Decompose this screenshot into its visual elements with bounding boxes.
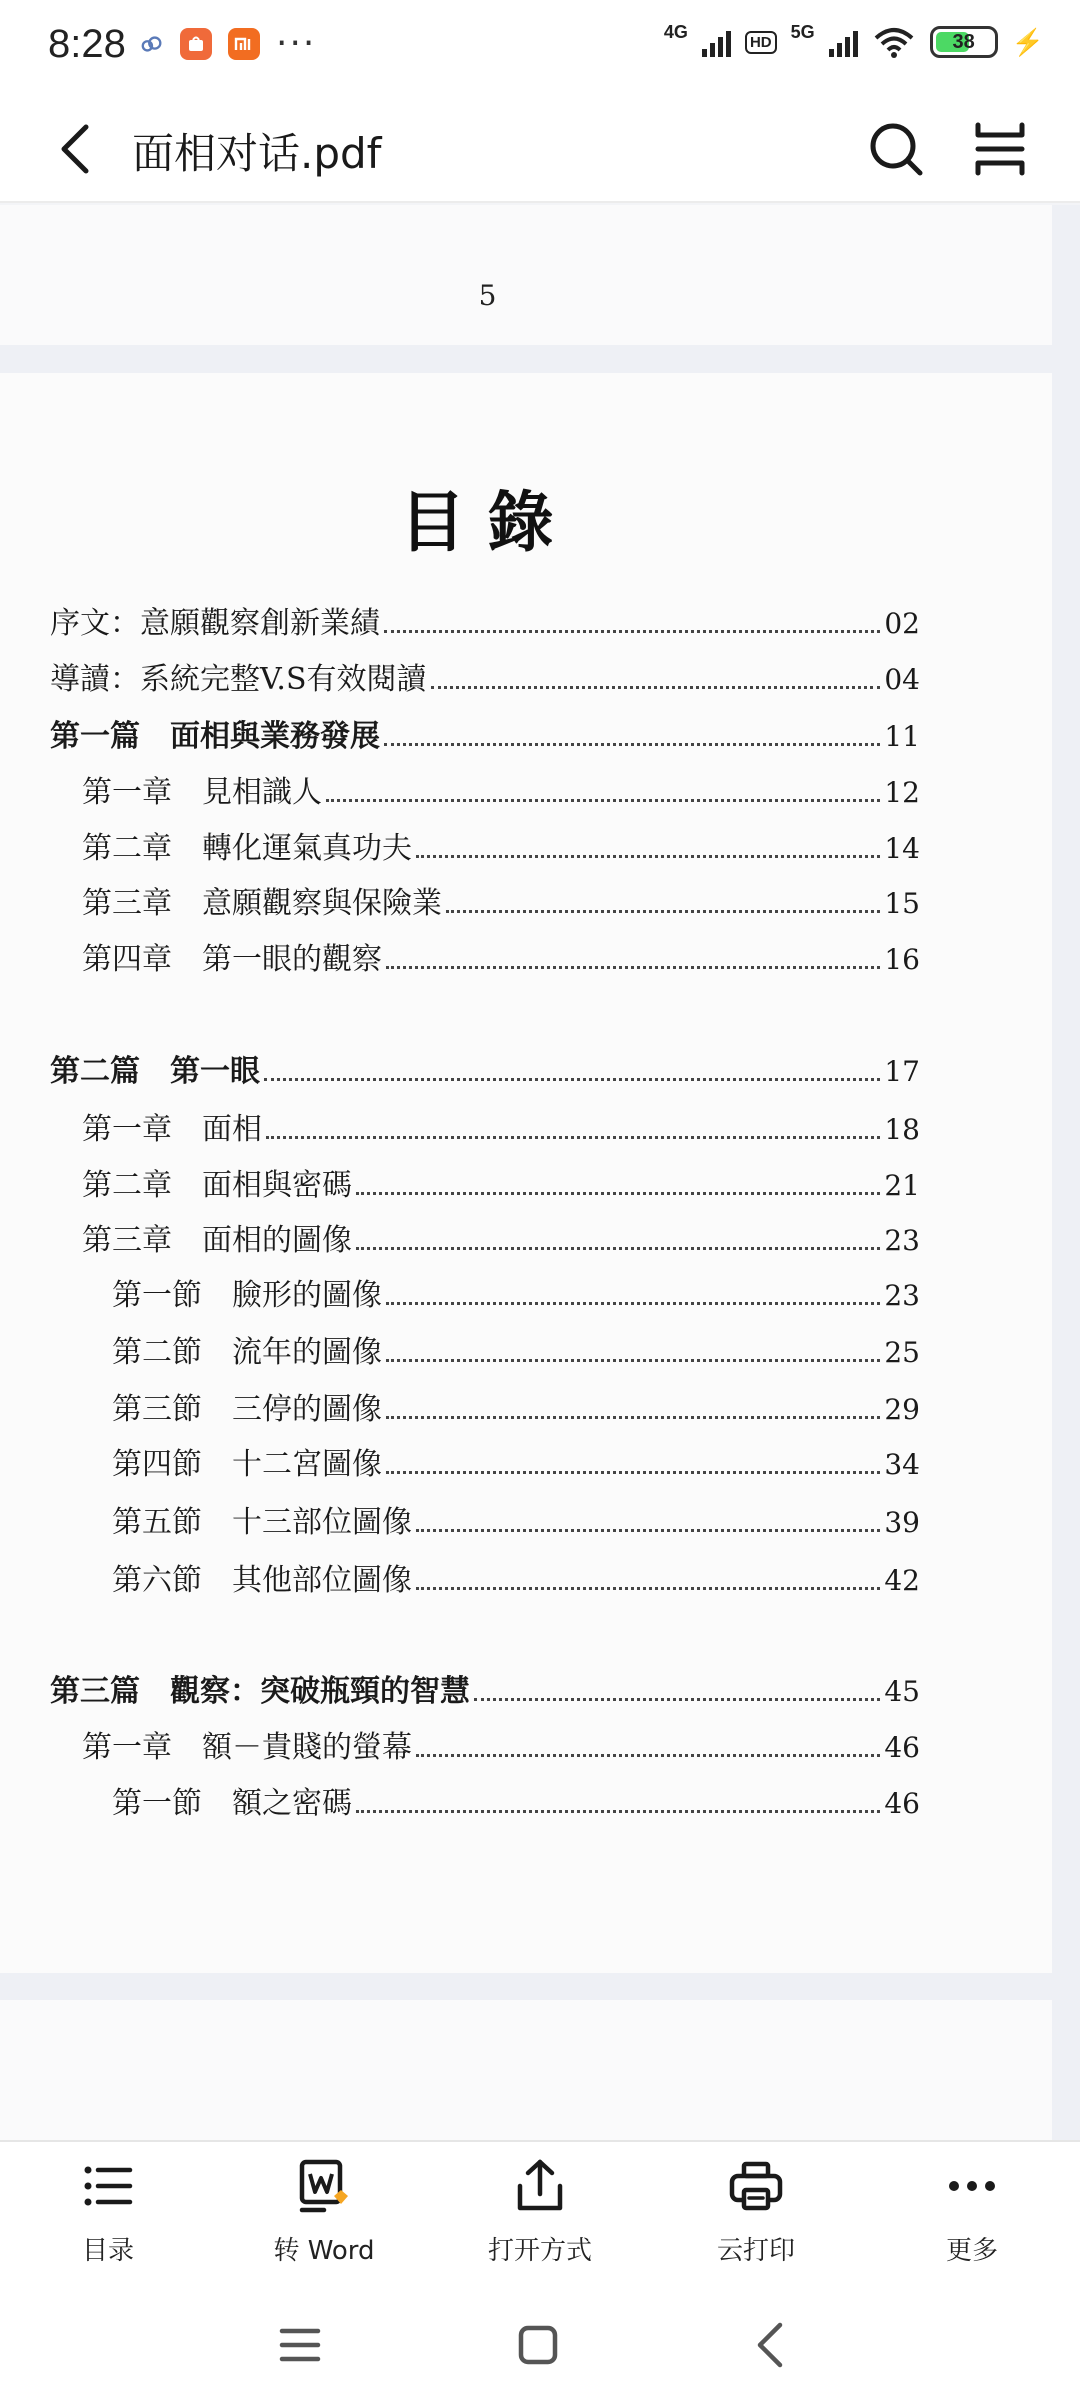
toc-entry-title: 第五節 十三部位圖像 bbox=[112, 1505, 412, 1540]
mi-notification-icon bbox=[228, 28, 260, 60]
toc-heading: 目錄 bbox=[399, 483, 576, 561]
toc-entry[interactable] bbox=[112, 1270, 920, 1314]
toc-entry-page: 46 bbox=[884, 1731, 920, 1764]
toc-entry[interactable] bbox=[50, 1046, 920, 1090]
toc-entry-leader bbox=[386, 1452, 880, 1474]
wifi-icon bbox=[872, 26, 916, 58]
toc-entry-page: 23 bbox=[884, 1224, 920, 1257]
search-icon[interactable] bbox=[866, 119, 926, 179]
battery-icon bbox=[930, 26, 998, 58]
toc-entry-title: 第一篇 面相與業務發展 bbox=[50, 719, 380, 754]
pdf-page-next bbox=[0, 2000, 1052, 2140]
toc-entry-leader bbox=[386, 1340, 880, 1362]
bottom-toolbar bbox=[0, 2140, 1080, 2290]
toc-entry[interactable] bbox=[50, 711, 920, 755]
toc-entry-page: 29 bbox=[884, 1393, 920, 1426]
toc-entry-leader bbox=[416, 1510, 880, 1532]
system-back-icon[interactable] bbox=[742, 2315, 802, 2375]
back-icon[interactable] bbox=[50, 119, 106, 179]
toc-entry-leader bbox=[386, 947, 880, 969]
toc-entry-title: 第三章 意願觀察與保險業 bbox=[82, 886, 442, 921]
toc-entry[interactable] bbox=[82, 878, 920, 922]
toc-entry-title: 第一節 額之密碼 bbox=[112, 1786, 352, 1821]
toc-entry-title: 第四節 十二宮圖像 bbox=[112, 1447, 382, 1482]
toc-entry-page: 21 bbox=[884, 1169, 920, 1202]
toc-button[interactable] bbox=[8, 2156, 208, 2286]
toc-entry-page: 34 bbox=[884, 1448, 920, 1481]
hd-voice-badge: HD bbox=[745, 31, 777, 54]
toc-entry-leader bbox=[431, 667, 881, 689]
toc-entry[interactable] bbox=[112, 1555, 920, 1599]
cloud-notification-icon bbox=[140, 34, 164, 54]
toc-entry[interactable] bbox=[82, 1215, 920, 1259]
toc-entry-title: 第三節 三停的圖像 bbox=[112, 1392, 382, 1427]
toc-entry-leader bbox=[474, 1679, 880, 1701]
pdf-page-toc bbox=[0, 373, 1052, 1973]
toc-entry[interactable] bbox=[112, 1778, 920, 1822]
toc-entry-title: 第三章 面相的圖像 bbox=[82, 1223, 352, 1258]
toc-entry-page: 46 bbox=[884, 1787, 920, 1820]
toc-entry-page: 42 bbox=[884, 1564, 920, 1597]
battery-level: 38 bbox=[952, 31, 975, 53]
more-notifications-icon: ··· bbox=[276, 23, 317, 64]
more-icon bbox=[942, 2156, 1002, 2216]
toc-entry-leader bbox=[264, 1059, 880, 1081]
more-button[interactable] bbox=[872, 2156, 1072, 2286]
more-label: 更多 bbox=[945, 2236, 998, 2266]
toc-entry-leader bbox=[416, 836, 880, 858]
toc-entry-leader bbox=[384, 724, 880, 746]
network-4g-label: 4G bbox=[663, 21, 688, 42]
toc-entry[interactable] bbox=[82, 1160, 920, 1204]
toc-entry-title: 第一章 見相識人 bbox=[82, 775, 322, 810]
toc-entry-title: 第二節 流年的圖像 bbox=[112, 1335, 382, 1370]
toc-entry-title: 第四章 第一眼的觀察 bbox=[82, 942, 382, 977]
toc-entry-page: 14 bbox=[884, 832, 920, 865]
toc-entry-page: 17 bbox=[884, 1055, 920, 1088]
toc-entry-title: 第一章 額－貴賤的螢幕 bbox=[82, 1730, 412, 1765]
toc-entry-page: 04 bbox=[884, 663, 920, 696]
toc-entry-leader bbox=[356, 1228, 880, 1250]
toc-entry-leader bbox=[386, 1397, 880, 1419]
toc-button-label: 目录 bbox=[81, 2236, 134, 2266]
toc-entry-title: 序文：意願觀察創新業績 bbox=[50, 606, 380, 641]
status-indicators bbox=[663, 21, 1044, 58]
toc-entry-page: 15 bbox=[884, 887, 920, 920]
toc-entry-page: 11 bbox=[884, 720, 920, 753]
cloud-print-button[interactable] bbox=[656, 2156, 856, 2286]
toc-entry-leader bbox=[356, 1791, 880, 1813]
toc-entry-page: 39 bbox=[884, 1506, 920, 1539]
document-title: 面相对话.pdf bbox=[132, 129, 382, 178]
signal-strength-icon-2 bbox=[829, 27, 858, 57]
status-time: 8:28 bbox=[48, 22, 126, 66]
list-icon bbox=[78, 2156, 138, 2216]
menu-icon[interactable] bbox=[270, 2315, 330, 2375]
convert-word-button[interactable] bbox=[224, 2156, 424, 2286]
toc-entry-page: 02 bbox=[884, 607, 920, 640]
toc-entry[interactable] bbox=[112, 1497, 920, 1541]
open-with-button[interactable] bbox=[440, 2156, 640, 2286]
pdf-viewer[interactable] bbox=[0, 205, 1080, 2140]
toc-entry[interactable] bbox=[82, 823, 920, 867]
toc-entry[interactable] bbox=[82, 1104, 920, 1148]
toc-entry-leader bbox=[416, 1735, 880, 1757]
home-icon[interactable] bbox=[508, 2315, 568, 2375]
toc-entry-page: 25 bbox=[884, 1336, 920, 1369]
toc-entry[interactable] bbox=[112, 1384, 920, 1428]
toc-entry[interactable] bbox=[50, 1666, 920, 1710]
system-navigation-bar bbox=[0, 2290, 1080, 2400]
signal-strength-icon bbox=[702, 27, 731, 57]
convert-word-label: 转 Word bbox=[273, 2236, 375, 2266]
charging-icon: ⚡ bbox=[1011, 26, 1044, 57]
toc-entry[interactable] bbox=[82, 767, 920, 811]
status-notification-icons bbox=[140, 23, 317, 64]
open-with-label: 打开方式 bbox=[487, 2236, 592, 2266]
toc-entry-leader bbox=[384, 611, 880, 633]
printer-icon bbox=[726, 2156, 786, 2216]
toc-entry-leader bbox=[386, 1283, 880, 1305]
status-bar bbox=[0, 0, 1080, 95]
toc-entry[interactable] bbox=[82, 934, 920, 978]
toc-entry-title: 第一章 面相 bbox=[82, 1112, 262, 1147]
share-icon bbox=[510, 2156, 570, 2216]
network-5g-label: 5G bbox=[790, 21, 815, 42]
toc-entry[interactable] bbox=[50, 598, 920, 642]
toc-entry-page: 18 bbox=[884, 1113, 920, 1146]
toc-entry-title: 第六節 其他部位圖像 bbox=[112, 1563, 412, 1598]
toc-entry-leader bbox=[446, 891, 880, 913]
toc-entry-leader bbox=[356, 1173, 880, 1195]
toc-entry-leader bbox=[326, 780, 880, 802]
toc-entry-leader bbox=[266, 1117, 880, 1139]
cloud-print-label: 云打印 bbox=[716, 2236, 795, 2266]
pdf-page-previous bbox=[0, 205, 1052, 345]
toc-entry-page: 12 bbox=[884, 776, 920, 809]
toc-entry-title: 第二章 面相與密碼 bbox=[82, 1168, 352, 1203]
toc-entry-page: 45 bbox=[884, 1675, 920, 1708]
toc-entry-page: 23 bbox=[884, 1279, 920, 1312]
toc-entry[interactable] bbox=[50, 654, 920, 698]
toc-entry-title: 第一節 臉形的圖像 bbox=[112, 1278, 382, 1313]
toc-entry[interactable] bbox=[82, 1722, 920, 1766]
toc-entry-title: 第三篇 觀察：突破瓶頸的智慧 bbox=[50, 1674, 470, 1709]
shop-notification-icon bbox=[180, 28, 212, 60]
toc-entry-title: 第二篇 第一眼 bbox=[50, 1054, 260, 1089]
app-bar bbox=[0, 95, 1080, 203]
toc-entry-title: 第二章 轉化運氣真功夫 bbox=[82, 831, 412, 866]
convert-word-icon bbox=[294, 2156, 354, 2216]
toc-entry-title: 導讀：系統完整V.S有效閱讀 bbox=[50, 662, 427, 697]
toc-entry[interactable] bbox=[112, 1439, 920, 1483]
page-number: 5 bbox=[478, 279, 497, 312]
fullscreen-icon[interactable] bbox=[970, 119, 1030, 179]
toc-entry-page: 16 bbox=[884, 943, 920, 976]
toc-entry-leader bbox=[416, 1568, 880, 1590]
toc-entry[interactable] bbox=[112, 1327, 920, 1371]
